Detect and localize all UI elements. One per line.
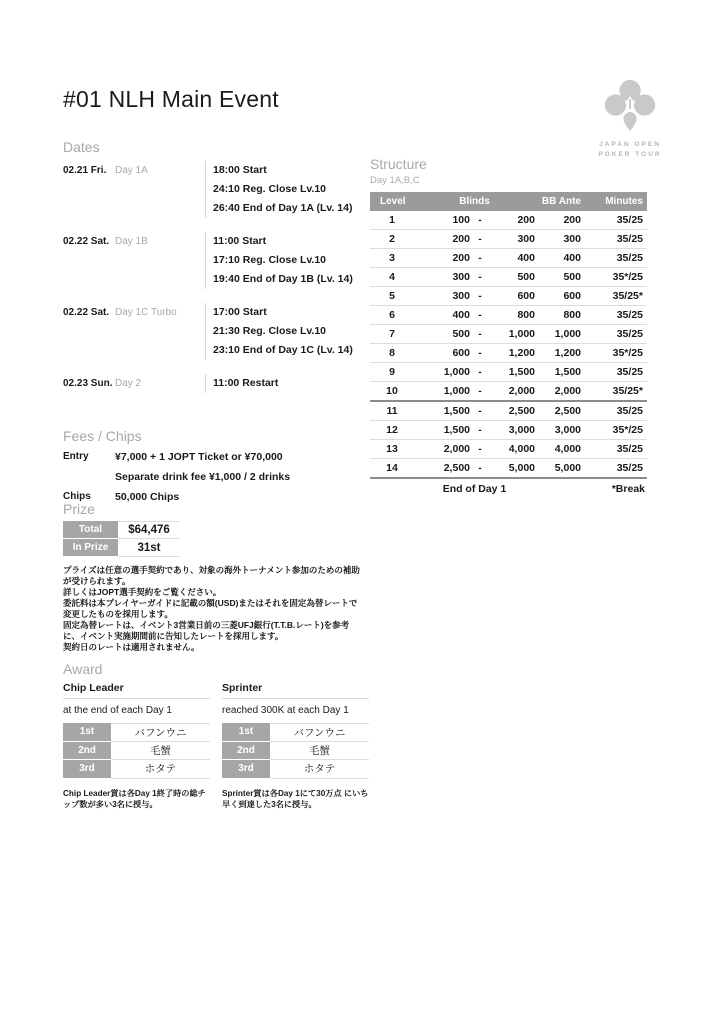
fees-rows <box>63 451 373 503</box>
award-rank-label: 3rd <box>63 760 111 779</box>
small-blind: 1,000 <box>443 366 470 378</box>
structure-row <box>370 211 647 230</box>
minutes-cell: 35*/25 <box>612 271 643 283</box>
small-blind: 200 <box>452 233 470 245</box>
minutes-cell: 35/25 <box>616 214 643 226</box>
blinds-dash: - <box>478 328 482 340</box>
big-blind: 600 <box>517 290 535 302</box>
minutes-cell: 35/25 <box>616 233 643 245</box>
small-blind: 500 <box>452 328 470 340</box>
big-blind: 300 <box>517 233 535 245</box>
bb-ante-cell: 200 <box>563 214 581 226</box>
award-row <box>63 742 210 761</box>
award-tables <box>63 682 375 810</box>
minutes-cell: 35/25 <box>616 366 643 378</box>
big-blind: 2,000 <box>508 385 535 397</box>
structure-row <box>370 382 647 402</box>
bb-ante-cell: 500 <box>563 271 581 283</box>
blinds-cell <box>414 309 535 321</box>
big-blind: 3,000 <box>508 424 535 436</box>
minutes-cell: 35/25 <box>616 252 643 264</box>
date-group <box>63 161 368 218</box>
blinds-cell <box>414 366 535 378</box>
structure-table-body <box>370 211 647 479</box>
award-table <box>222 723 369 779</box>
structure-subtitle: Day 1A,B,C <box>370 175 420 186</box>
blinds-dash: - <box>478 385 482 397</box>
level-cell: 12 <box>386 424 398 436</box>
minutes-cell: 35/25* <box>612 385 643 397</box>
level-cell: 1 <box>389 214 395 226</box>
blinds-cell <box>414 385 535 397</box>
structure-row <box>370 249 647 268</box>
big-blind: 5,000 <box>508 462 535 474</box>
small-blind: 300 <box>452 271 470 283</box>
logo-text-line1: JAPAN OPEN <box>599 141 661 148</box>
level-cell: 13 <box>386 443 398 455</box>
day-label: Day 1B <box>115 236 148 247</box>
minutes-cell: 35/25 <box>616 462 643 474</box>
award-rank-label: 3rd <box>222 760 270 779</box>
blinds-dash: - <box>478 443 482 455</box>
blinds-cell <box>414 233 535 245</box>
date-label: 02.22 Sat. <box>63 307 110 318</box>
date-group <box>63 374 368 393</box>
award-prize-value: バフンウニ <box>270 723 369 742</box>
structure-heading: Structure <box>370 156 427 172</box>
prize-note-line: 詳しくはJOPT選手契約をご覧ください。 <box>63 587 222 597</box>
bb-ante-cell: 1,500 <box>554 366 581 378</box>
col-header-bb-ante: BB Ante <box>541 196 581 207</box>
blinds-dash: - <box>478 366 482 378</box>
structure-row <box>370 421 647 440</box>
structure-section <box>370 156 647 499</box>
date-group <box>63 232 368 289</box>
blinds-cell <box>414 271 535 283</box>
level-cell: 4 <box>389 271 395 283</box>
level-cell: 6 <box>389 309 395 321</box>
bb-ante-cell: 300 <box>563 233 581 245</box>
logo-text-line2: POKER TOUR <box>598 151 662 158</box>
big-blind: 800 <box>517 309 535 321</box>
time-entry: 17:00 Start <box>213 306 267 318</box>
level-cell: 2 <box>389 233 395 245</box>
small-blind: 100 <box>452 214 470 226</box>
big-blind: 200 <box>517 214 535 226</box>
bb-ante-cell: 400 <box>563 252 581 264</box>
award-prize-value: バフンウニ <box>111 723 210 742</box>
col-header-minutes: Minutes <box>605 196 643 207</box>
award-column <box>222 682 369 810</box>
blinds-dash: - <box>478 424 482 436</box>
prize-row-label: Total <box>63 521 118 539</box>
level-cell: 3 <box>389 252 395 264</box>
dates-heading: Dates <box>63 139 100 155</box>
minutes-cell: 35/25 <box>616 309 643 321</box>
structure-row <box>370 230 647 249</box>
time-entry: 11:00 Start <box>213 235 267 247</box>
fee-value: ¥7,000 + 1 JOPT Ticket or ¥70,000 <box>115 451 283 463</box>
structure-row <box>370 363 647 382</box>
prize-note-line: 固定為替レートは、イベント3営業日前の三菱UFJ銀行(T.T.B.レート)を参考に、イベント実施期間前に告知したレートを採用します。 <box>63 620 350 641</box>
award-row <box>63 723 210 742</box>
structure-row <box>370 325 647 344</box>
fee-row <box>63 451 373 463</box>
award-column <box>63 682 210 810</box>
prize-note-line: 委託料は本プレイヤーガイドに記載の額(USD)またはそれを固定為替レートで変更したものを採用します。 <box>63 598 358 619</box>
times-list <box>205 232 353 289</box>
prize-row <box>63 521 213 539</box>
structure-row <box>370 287 647 306</box>
fee-label: Chips <box>63 491 91 502</box>
break-note: *Break <box>611 483 645 495</box>
time-entry: 17:10 Reg. Close Lv.10 <box>213 254 327 266</box>
award-row <box>222 760 369 779</box>
prize-section <box>63 501 213 557</box>
level-cell: 10 <box>386 385 398 397</box>
time-entry: 23:10 End of Day 1C (Lv. 14) <box>213 344 353 356</box>
prize-row-label: In Prize <box>63 539 118 557</box>
blinds-dash: - <box>478 214 482 226</box>
time-entry: 19:40 End of Day 1B (Lv. 14) <box>213 273 353 285</box>
award-title: Sprinter <box>222 682 369 699</box>
award-prize-value: 毛蟹 <box>111 742 210 761</box>
prize-notes <box>63 565 365 653</box>
small-blind: 1,500 <box>443 424 470 436</box>
times-list <box>205 303 353 360</box>
blinds-dash: - <box>478 252 482 264</box>
blinds-cell <box>414 443 535 455</box>
small-blind: 300 <box>452 290 470 302</box>
club-logo-icon <box>601 121 659 138</box>
award-prize-value: 毛蟹 <box>270 742 369 761</box>
award-row <box>222 723 369 742</box>
fee-value: 50,000 Chips <box>115 491 180 503</box>
col-header-blinds: Blinds <box>459 196 490 207</box>
date-label: 02.22 Sat. <box>63 236 110 247</box>
prize-row-value: 31st <box>118 539 180 557</box>
fees-heading: Fees / Chips <box>63 428 142 444</box>
jopt-logo <box>578 76 682 159</box>
page-title: #01 NLH Main Event <box>63 86 279 112</box>
fee-label <box>63 471 115 483</box>
structure-table-header <box>370 192 647 211</box>
prize-row <box>63 539 213 557</box>
fees-chips-section <box>63 428 373 511</box>
day-label: Day 1A <box>115 165 148 176</box>
prize-note-line: プライズは任意の選手契約であり、対象の海外トーナメント参加のための補助が受けられます。 <box>63 565 360 586</box>
small-blind: 400 <box>452 309 470 321</box>
small-blind: 1,500 <box>443 405 470 417</box>
structure-row <box>370 440 647 459</box>
bb-ante-cell: 2,500 <box>554 405 581 417</box>
structure-row <box>370 306 647 325</box>
blinds-cell <box>414 214 535 226</box>
minutes-cell: 35*/25 <box>612 424 643 436</box>
award-prize-value: ホタテ <box>111 760 210 779</box>
minutes-cell: 35/25 <box>616 405 643 417</box>
time-entry: 18:00 Start <box>213 164 267 176</box>
award-note: Sprinter賞は各Day 1にて30万点 にいち早く到達した3名に授与。 <box>222 788 369 809</box>
time-entry: 24:10 Reg. Close Lv.10 <box>213 183 327 195</box>
small-blind: 1,000 <box>443 385 470 397</box>
structure-row <box>370 344 647 363</box>
blinds-cell <box>414 252 535 264</box>
award-heading: Award <box>63 661 103 677</box>
bb-ante-cell: 3,000 <box>554 424 581 436</box>
time-entry: 21:30 Reg. Close Lv.10 <box>213 325 327 337</box>
prize-table <box>63 521 213 557</box>
time-entry: 11:00 Restart <box>213 377 279 389</box>
award-note: Chip Leader賞は各Day 1終了時の総チップ数が多い3名に授与。 <box>63 788 206 809</box>
award-rank-label: 1st <box>63 723 111 742</box>
award-title: Chip Leader <box>63 682 210 699</box>
award-subtitle: reached 300K at each Day 1 <box>222 705 349 716</box>
award-subtitle: at the end of each Day 1 <box>63 705 172 716</box>
big-blind: 1,500 <box>508 366 535 378</box>
blinds-cell <box>414 462 535 474</box>
times-list <box>205 161 352 218</box>
level-cell: 14 <box>386 462 398 474</box>
bb-ante-cell: 800 <box>563 309 581 321</box>
times-list <box>205 374 278 393</box>
award-prize-value: ホタテ <box>270 760 369 779</box>
blinds-cell <box>414 405 535 417</box>
minutes-cell: 35/25 <box>616 328 643 340</box>
end-of-day-label: End of Day 1 <box>442 483 507 495</box>
minutes-cell: 35/25* <box>612 290 643 302</box>
big-blind: 400 <box>517 252 535 264</box>
day-label: Day 2 <box>115 378 142 389</box>
time-entry: 26:40 End of Day 1A (Lv. 14) <box>213 202 353 214</box>
col-header-level: Level <box>380 196 406 207</box>
level-cell: 8 <box>389 347 395 359</box>
big-blind: 1,200 <box>508 347 535 359</box>
structure-row <box>370 402 647 421</box>
award-row <box>63 760 210 779</box>
fee-row <box>63 471 373 483</box>
small-blind: 2,000 <box>443 443 470 455</box>
big-blind: 500 <box>517 271 535 283</box>
award-rank-label: 2nd <box>63 742 111 761</box>
structure-table-footer <box>370 479 647 499</box>
bb-ante-cell: 1,200 <box>554 347 581 359</box>
small-blind: 600 <box>452 347 470 359</box>
prize-row-value: $64,476 <box>118 521 180 539</box>
blinds-dash: - <box>478 233 482 245</box>
small-blind: 2,500 <box>443 462 470 474</box>
structure-row <box>370 459 647 479</box>
blinds-dash: - <box>478 290 482 302</box>
bb-ante-cell: 600 <box>563 290 581 302</box>
blinds-dash: - <box>478 462 482 474</box>
bb-ante-cell: 1,000 <box>554 328 581 340</box>
blinds-cell <box>414 424 535 436</box>
level-cell: 9 <box>389 366 395 378</box>
blinds-cell <box>414 328 535 340</box>
award-rank-label: 2nd <box>222 742 270 761</box>
prize-note-line: 契約日のレートは適用されません。 <box>63 642 200 652</box>
bb-ante-cell: 5,000 <box>554 462 581 474</box>
fee-label: Entry <box>63 451 89 462</box>
date-group <box>63 303 368 360</box>
big-blind: 2,500 <box>508 405 535 417</box>
dates-groups <box>63 161 368 393</box>
award-rank-label: 1st <box>222 723 270 742</box>
minutes-cell: 35*/25 <box>612 347 643 359</box>
bb-ante-cell: 2,000 <box>554 385 581 397</box>
award-row <box>222 742 369 761</box>
structure-row <box>370 268 647 287</box>
minutes-cell: 35/25 <box>616 443 643 455</box>
day-label: Day 1C Turbo <box>115 307 177 318</box>
level-cell: 11 <box>386 405 398 417</box>
blinds-dash: - <box>478 271 482 283</box>
blinds-cell <box>414 347 535 359</box>
date-label: 02.23 Sun. <box>63 378 113 389</box>
blinds-cell <box>414 290 535 302</box>
blinds-dash: - <box>478 405 482 417</box>
big-blind: 1,000 <box>508 328 535 340</box>
blinds-dash: - <box>478 347 482 359</box>
date-label: 02.21 Fri. <box>63 165 107 176</box>
fee-value: Separate drink fee ¥1,000 / 2 drinks <box>115 471 291 483</box>
level-cell: 5 <box>389 290 395 302</box>
award-section <box>63 661 375 810</box>
level-cell: 7 <box>389 328 395 340</box>
bb-ante-cell: 4,000 <box>554 443 581 455</box>
blinds-dash: - <box>478 309 482 321</box>
small-blind: 200 <box>452 252 470 264</box>
dates-section <box>63 139 368 407</box>
award-table <box>63 723 210 779</box>
big-blind: 4,000 <box>508 443 535 455</box>
prize-heading: Prize <box>63 501 95 517</box>
